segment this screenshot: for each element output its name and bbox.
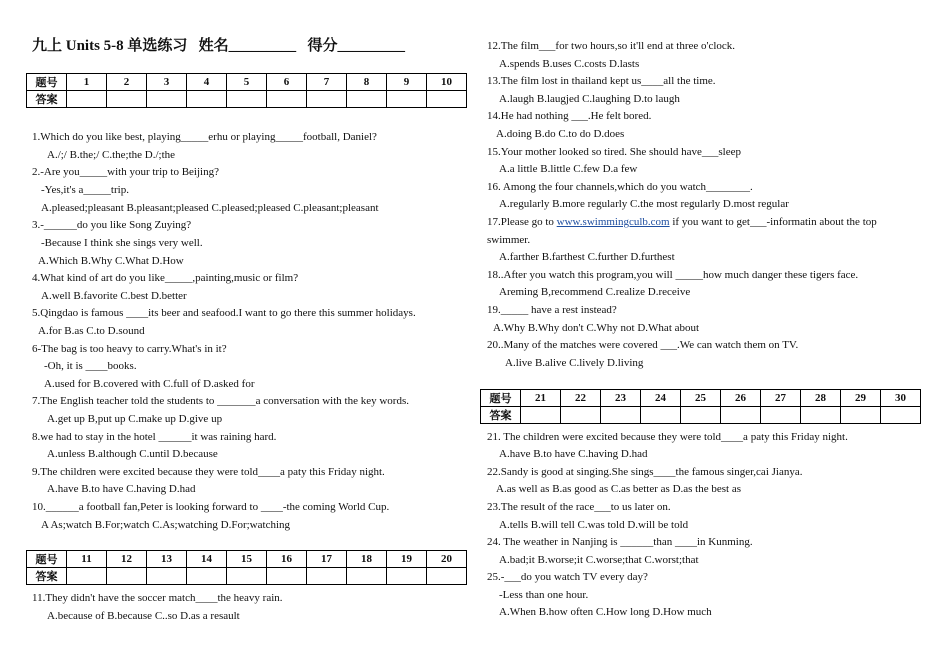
question-4: 4.What kind of art do you like_____,painting,music or film? <box>32 272 299 284</box>
question-number: 10 <box>427 74 467 91</box>
question-21: 21. The children were excited because they were told____a paty this Friday night. <box>487 431 848 443</box>
question-22: 22.Sandy is good at singing.She sings____the famous singer,cai Jianya. <box>487 466 803 478</box>
question-number: 15 <box>227 551 267 568</box>
question-number: 25 <box>681 390 721 407</box>
question-number: 16 <box>267 551 307 568</box>
options-4: A.well B.favorite C.best D.better <box>41 290 187 302</box>
question-17-text: 17.Please go to <box>487 216 557 228</box>
score-label: 得分_________ <box>307 38 405 54</box>
question-number: 26 <box>721 390 761 407</box>
question-number: 2 <box>107 74 147 91</box>
options-24: A.bad;it B.worse;it C.worse;that C.worst;that <box>499 554 699 566</box>
question-12: 12.The film___for two hours,so it'll end at three o'clock. <box>487 40 736 52</box>
question-3-line-2: -Because I think she sings very well. <box>41 237 203 249</box>
answer-cell[interactable] <box>681 407 721 424</box>
options-5: A.for B.as C.to D.sound <box>38 325 145 337</box>
question-19: 19._____ have a rest instead? <box>487 304 617 316</box>
name-label: 姓名_________ <box>198 38 297 54</box>
answer-label: 答案 <box>481 407 521 424</box>
answer-cell[interactable] <box>267 91 307 108</box>
options-23: A.tells B.will tell C.was told D.will be told <box>499 519 689 531</box>
question-number: 6 <box>267 74 307 91</box>
question-8: 8.we had to stay in the hotel ______it was raining hard. <box>32 431 277 443</box>
question-20: 20..Many of the matches were covered ___.We can watch them on TV. <box>487 339 799 351</box>
question-16: 16. Among the four channels,which do you watch________. <box>487 181 753 193</box>
options-25: A.When B.how often C.How long D.How much <box>499 606 712 618</box>
question-number: 18 <box>347 551 387 568</box>
answer-cell[interactable] <box>307 91 347 108</box>
options-14: A.doing B.do C.to do D.does <box>496 128 625 140</box>
question-number: 4 <box>187 74 227 91</box>
table-row <box>27 551 467 568</box>
row-label: 题号 <box>27 551 67 568</box>
answer-cell[interactable] <box>427 568 467 585</box>
question-23: 23.The result of the race___to us later on. <box>487 501 671 513</box>
question-14: 14.He had nothing ___.He felt bored. <box>487 110 652 122</box>
answer-cell[interactable] <box>801 407 841 424</box>
options-1: A./;/ B.the;/ C.the;the D./;the <box>47 149 176 161</box>
answer-cell[interactable] <box>601 407 641 424</box>
question-number: 3 <box>147 74 187 91</box>
answer-cell[interactable] <box>347 91 387 108</box>
table-row <box>27 74 467 91</box>
options-16: A.regularly B.more regularly C.the most regularly D.most regular <box>499 198 789 210</box>
answer-label: 答案 <box>27 91 67 108</box>
question-11: 11.They didn't have the soccer match____the heavy rain. <box>32 592 283 604</box>
question-number: 24 <box>641 390 681 407</box>
options-10: A As;watch B.For;watch C.As;watching D.For;watching <box>41 519 291 531</box>
table-row <box>481 390 921 407</box>
question-number: 22 <box>561 390 601 407</box>
question-number: 13 <box>147 551 187 568</box>
answer-cell[interactable] <box>227 91 267 108</box>
question-number: 27 <box>761 390 801 407</box>
answer-cell[interactable] <box>107 91 147 108</box>
question-3: 3.-______do you like Song Zuying? <box>32 219 192 231</box>
options-2: A.pleased;pleasant B.pleasant;pleased C.pleased;pleased C.pleasant;pleasant <box>41 202 379 214</box>
options-9: A.have B.to have C.having D.had <box>47 483 196 495</box>
answer-table-3 <box>480 389 921 424</box>
options-12: A.spends B.uses C.costs D.lasts <box>499 58 640 70</box>
question-17 <box>487 215 877 229</box>
options-11: A.because of B.because C..so D.as a resault <box>47 610 240 622</box>
question-18: 18..After you watch this program,you will _____how much danger these tigers face. <box>487 269 859 281</box>
question-10: 10.______a football fan,Peter is looking forward to ____-the coming World Cup. <box>32 501 390 513</box>
options-13: A.laugh B.laugjed C.laughing D.to laugh <box>499 93 680 105</box>
question-number: 21 <box>521 390 561 407</box>
question-17-text-end: if you want to get___-informatin about the top <box>669 216 877 228</box>
question-6-line-2: -Oh, it is ____books. <box>44 360 137 372</box>
answer-cell[interactable] <box>347 568 387 585</box>
options-18: Areming B,recommend C.realize D.receive <box>499 286 691 298</box>
question-15: 15.Your mother looked so tired. She should have___sleep <box>487 146 741 158</box>
question-number: 9 <box>387 74 427 91</box>
options-22: A.as well as B.as good as C.as better as D.as the best as <box>496 483 742 495</box>
table-row <box>481 407 921 424</box>
question-17-line-2: swimmer. <box>487 234 531 246</box>
options-21: A.have B.to have C.having D.had <box>499 448 648 460</box>
answer-cell[interactable] <box>761 407 801 424</box>
answer-cell[interactable] <box>307 568 347 585</box>
options-6: A.used for B.covered with C.full of D.asked for <box>44 378 255 390</box>
question-number: 14 <box>187 551 227 568</box>
options-20: A.live B.alive C.lively D.living <box>505 357 644 369</box>
question-number: 11 <box>67 551 107 568</box>
answer-cell[interactable] <box>227 568 267 585</box>
question-24: 24. The weather in Nanjing is ______than ____in Kunming. <box>487 536 753 548</box>
question-25-line-2: -Less than one hour. <box>499 589 589 601</box>
options-15: A.a little B.little C.few D.a few <box>499 163 638 175</box>
question-number: 7 <box>307 74 347 91</box>
options-7: A.get up B,put up C.make up D.give up <box>47 413 223 425</box>
answer-cell[interactable] <box>67 91 107 108</box>
row-label: 题号 <box>481 390 521 407</box>
answer-cell[interactable] <box>641 407 681 424</box>
answer-cell[interactable] <box>187 91 227 108</box>
question-number: 5 <box>227 74 267 91</box>
answer-table-1 <box>26 73 467 108</box>
question-6: 6-The bag is too heavy to carry.What's in it? <box>32 343 227 355</box>
answer-cell[interactable] <box>881 407 921 424</box>
answer-cell[interactable] <box>841 407 881 424</box>
answer-cell[interactable] <box>267 568 307 585</box>
question-number: 19 <box>387 551 427 568</box>
table-row <box>27 91 467 108</box>
question-5: 5.Qingdao is famous ____its beer and seafood.I want to go there this summer holidays. <box>32 307 416 319</box>
answer-cell[interactable] <box>147 568 187 585</box>
options-3: A.Which B.Why C.What D.How <box>38 255 184 267</box>
question-number: 1 <box>67 74 107 91</box>
question-number: 8 <box>347 74 387 91</box>
question-number: 17 <box>307 551 347 568</box>
answer-cell[interactable] <box>187 568 227 585</box>
question-2: 2.-Are you_____with your trip to Beijing? <box>32 166 219 178</box>
answer-table-2 <box>26 550 467 585</box>
options-8: A.unless B.although C.until D.because <box>47 448 218 460</box>
options-17: A.farther B.farthest C.further D.furthest <box>499 251 675 263</box>
answer-cell[interactable] <box>67 568 107 585</box>
options-19: A.Why B.Why don't C.Why not D.What about <box>493 322 700 334</box>
question-number: 12 <box>107 551 147 568</box>
answer-cell[interactable] <box>561 407 601 424</box>
question-25: 25.-___do you watch TV every day? <box>487 571 648 583</box>
swimming-website-link[interactable]: www.swimmingculb.com <box>556 216 670 228</box>
question-7: 7.The English teacher told the students to _______a conversation with the key words. <box>32 395 409 407</box>
question-number: 30 <box>881 390 921 407</box>
answer-cell[interactable] <box>387 91 427 108</box>
worksheet-title <box>32 34 405 55</box>
question-9: 9.The children were excited because they were told____a paty this Friday night. <box>32 466 385 478</box>
answer-cell[interactable] <box>521 407 561 424</box>
answer-cell[interactable] <box>147 91 187 108</box>
answer-label: 答案 <box>27 568 67 585</box>
answer-cell[interactable] <box>427 91 467 108</box>
question-number: 20 <box>427 551 467 568</box>
answer-cell[interactable] <box>107 568 147 585</box>
question-1: 1.Which do you like best, playing_____erhu or playing_____football, Daniel? <box>32 131 377 143</box>
question-number: 29 <box>841 390 881 407</box>
question-number: 23 <box>601 390 641 407</box>
row-label: 题号 <box>27 74 67 91</box>
title-text: 九上 Units 5-8 单选练习 <box>32 38 188 54</box>
answer-cell[interactable] <box>387 568 427 585</box>
question-13: 13.The film lost in thailand kept us____all the time. <box>487 75 716 87</box>
table-row <box>27 568 467 585</box>
answer-cell[interactable] <box>721 407 761 424</box>
question-number: 28 <box>801 390 841 407</box>
question-2-line-2: -Yes,it's a_____trip. <box>41 184 129 196</box>
